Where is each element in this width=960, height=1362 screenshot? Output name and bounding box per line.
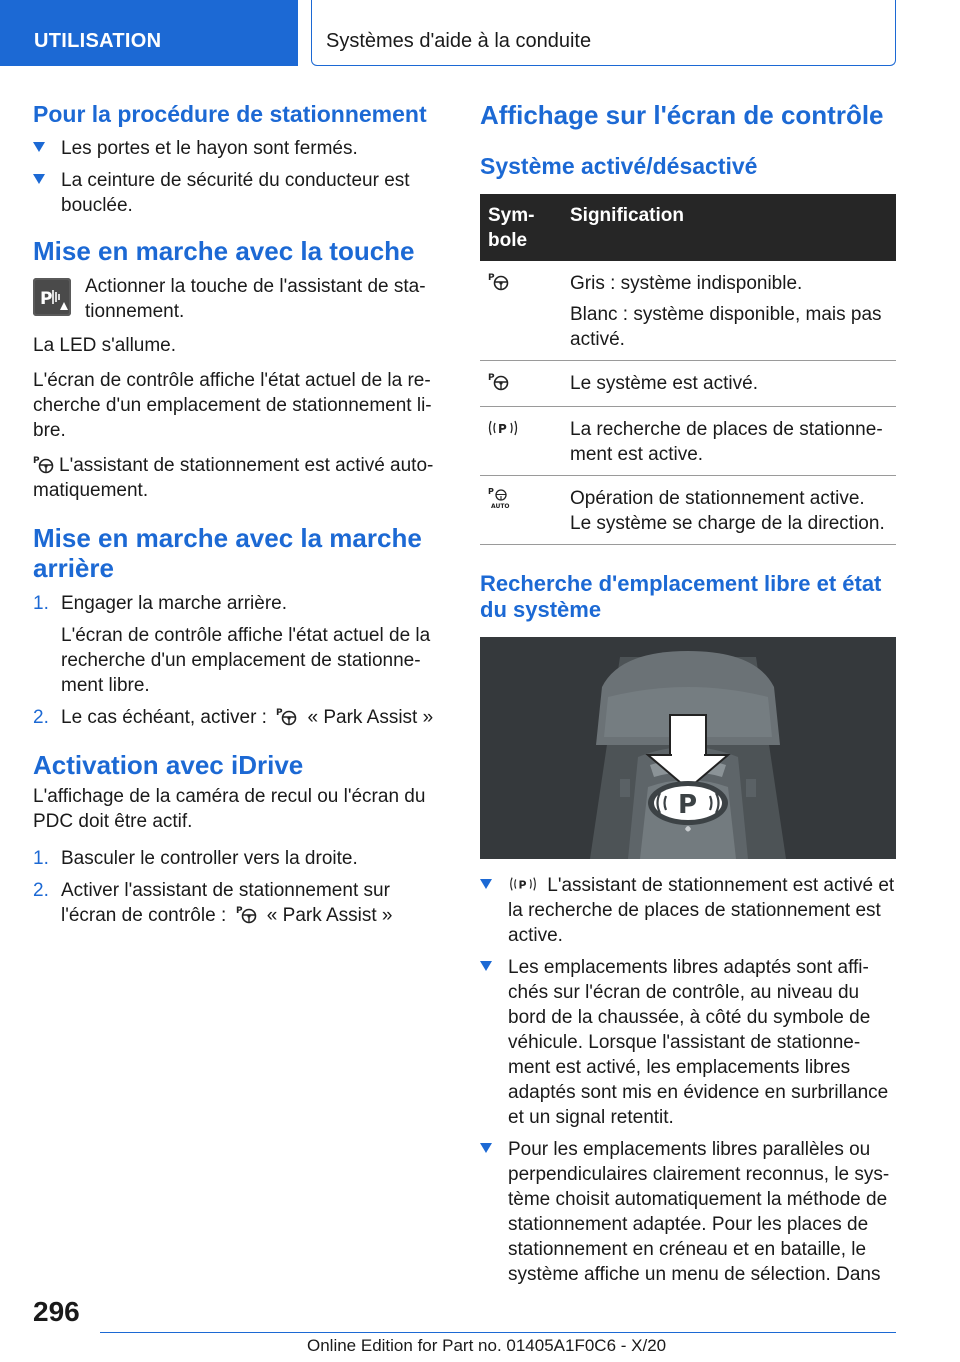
- list-item: 2. Activer l'assistant de stationnement sur l'écran de contrôle : P « Park Assist »: [33, 880, 393, 926]
- page-footer: [0, 1296, 960, 1362]
- svg-text:P: P: [40, 289, 53, 309]
- park-assist-steering-icon: [33, 454, 55, 474]
- step-detail: L'écran de contrôle affiche l'état actuel de la recherche d'un emplacement de stationne‐ment libre.: [61, 625, 431, 696]
- svg-text:P: P: [235, 906, 243, 916]
- symbol-table: [480, 194, 896, 545]
- triangle-bullet-icon: [33, 142, 45, 152]
- table-row: P AUTO Opération de stationnement active. Le système se charge de la direction.: [480, 476, 896, 545]
- led-text: La LED s'allume.: [33, 335, 177, 356]
- park-assist-steering-icon: [488, 271, 510, 291]
- section-title: UTILISATION: [34, 30, 162, 52]
- table-row: P La recherche de places de stationne‐ment est active.: [480, 407, 896, 476]
- list-item: 2. Le cas échéant, activer : P « Park Assist »: [33, 707, 434, 728]
- screen-text: L'écran de contrôle affiche l'état actuel de la re‐cherche d'un emplacement de stationnement li‐bre.: [33, 370, 432, 441]
- idrive-text: L'affichage de la caméra de recul ou l'écran du PDC doit être actif.: [33, 786, 426, 832]
- chapter-title: Systèmes d'aide à la conduite: [326, 30, 592, 52]
- triangle-bullet-icon: [480, 961, 492, 971]
- svg-text:P: P: [498, 422, 507, 436]
- triangle-bullet-icon: [480, 1143, 492, 1153]
- edition-text: Online Edition for Part no. 01405A1F0C6 - X/20: [307, 1336, 667, 1355]
- table-row: P Gris : système indisponible. Blanc : système disponible, mais pas activé.: [480, 261, 896, 361]
- svg-text:P: P: [518, 878, 527, 892]
- svg-text:AUTO: AUTO: [491, 503, 510, 510]
- right-column: [480, 100, 896, 1294]
- list-item: 1. Engager la marche arrière. L'écran de contrôle affiche l'état actuel de la recherche d'un emplacement de stationne‐ment libre.: [33, 591, 441, 698]
- svg-text:P: P: [33, 456, 40, 466]
- park-assist-auto-icon: [488, 486, 512, 510]
- touche-heading: Mise en marche avec la touche: [33, 236, 415, 266]
- parking-search-illustration: [480, 637, 896, 859]
- key-instruction-text: Actionner la touche de l'assistant de sta‐tionnement.: [85, 276, 426, 322]
- display-heading: Affichage sur l'écran de contrôle: [480, 100, 884, 130]
- key-instruction: [33, 274, 441, 326]
- section-tab: [0, 0, 298, 66]
- svg-text:P: P: [488, 373, 495, 383]
- reverse-heading: Mise en marche avec la marche arrière: [33, 523, 422, 583]
- list-item: Les emplacements libres adaptés sont affi‐chés sur l'écran de contrôle, au niveau du bord de la chaussée, à côté du symbole de véhicule. Lorsque l'assistant de stationne‐ment est activé, les emplacements libres adaptés sont mis en évidence en surbrillance et un signal retentit.: [480, 955, 896, 1130]
- park-assist-key-icon: [33, 278, 71, 316]
- footer-divider: [100, 1332, 896, 1333]
- idrive-steps: [33, 846, 441, 928]
- page-number: 296: [33, 1296, 80, 1327]
- svg-text:P: P: [488, 487, 494, 496]
- left-column: [33, 100, 441, 935]
- list-item: Pour les emplacements libres parallèles ou perpendiculaires clairement reconnus, le sys‐tème choisit automatiquement la méthode de stationnement adaptée. Pour les places de stationnement en créneau et en bataille, le système affiche un menu de sélection. Dans: [480, 1137, 896, 1287]
- list-item: La ceinture de sécurité du conducteur est bouclée.: [33, 168, 441, 218]
- svg-text:P: P: [488, 273, 495, 283]
- chapter-tab: [311, 0, 896, 66]
- status-bullets: [480, 873, 896, 1287]
- table-header-row: [480, 194, 896, 261]
- triangle-bullet-icon: [33, 174, 45, 184]
- auto-activation-text: P L'assistant de stationnement est activé auto‐matiquement.: [33, 455, 434, 501]
- list-item: Les portes et le hayon sont fermés.: [33, 136, 441, 161]
- page-header: [0, 0, 960, 66]
- list-item: P L'assistant de stationnement est activé et la recherche de places de stationnement est active.: [480, 873, 896, 948]
- idrive-heading: Activation avec iDrive: [33, 750, 304, 780]
- park-assist-steering-icon: [488, 371, 510, 391]
- search-heading: Recherche d'emplacement libre et état du système: [480, 571, 882, 622]
- procedure-list: [33, 136, 441, 218]
- svg-text:P: P: [276, 708, 283, 718]
- svg-text:P: P: [678, 790, 698, 820]
- status-subheading: Système activé/désactivé: [480, 153, 758, 179]
- table-row: P Le système est activé.: [480, 361, 896, 407]
- list-item: 1. Basculer le controller vers la droite.: [33, 848, 358, 869]
- procedure-heading: Pour la procédure de stationnement: [33, 101, 427, 127]
- park-assist-steering-icon: [236, 904, 258, 924]
- park-assist-steering-icon: [276, 706, 298, 726]
- column-header-meaning: Signification: [562, 194, 896, 261]
- parking-search-waves-icon: [508, 874, 538, 894]
- parking-search-waves-icon: [488, 417, 518, 439]
- column-header-symbol: Sym‐bole: [480, 194, 562, 261]
- triangle-bullet-icon: [480, 879, 492, 889]
- reverse-steps: [33, 591, 441, 730]
- parking-scene-image: [480, 637, 896, 859]
